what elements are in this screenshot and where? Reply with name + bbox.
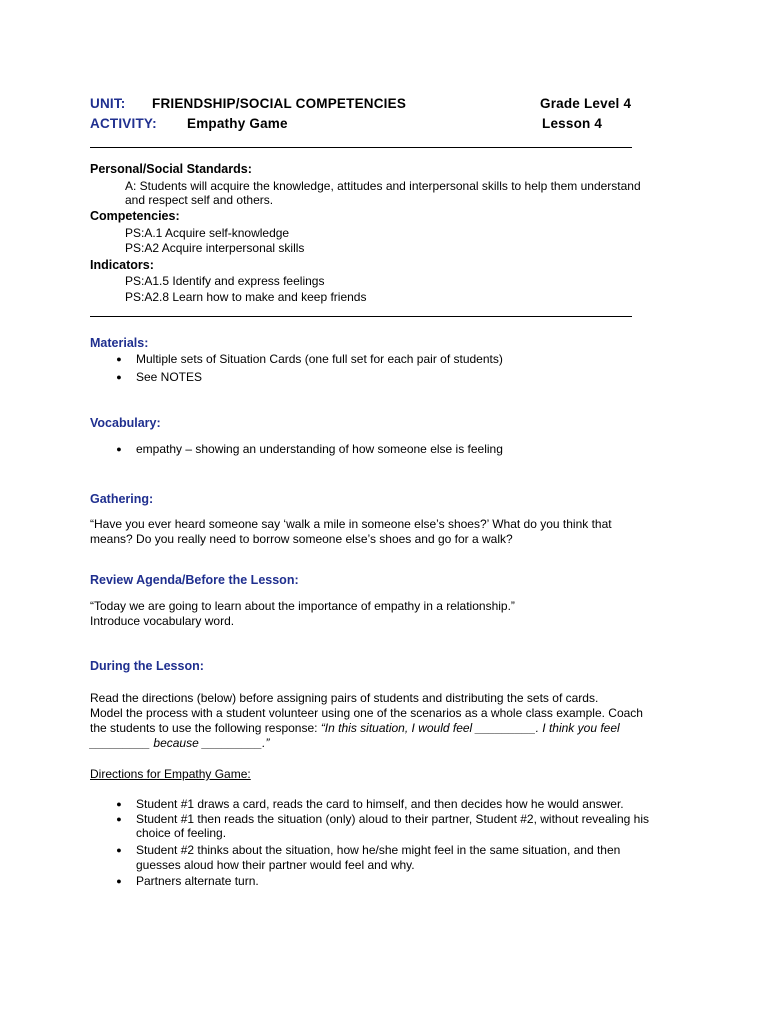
header-divider — [90, 147, 632, 148]
gathering-title: Gathering: — [90, 492, 154, 506]
activity-label: ACTIVITY: — [90, 116, 157, 131]
during-line-1: Read the directions (below) before assigning pairs of students and distributing the sets of cards. — [90, 691, 599, 705]
indicators-title: Indicators: — [90, 258, 154, 272]
bullet-icon: ● — [116, 372, 122, 382]
during-line-4: _________ because _________.” — [90, 736, 270, 750]
review-line-1: “Today we are going to learn about the importance of empathy in a relationship.” — [90, 599, 515, 613]
standards-line-2: and respect self and others. — [125, 193, 274, 207]
directions-title: Directions for Empathy Game: — [90, 767, 251, 781]
during-line-3: the students to use the following response: “In this situation, I would feel _________. I think you feel — [90, 721, 620, 735]
activity-value: Empathy Game — [187, 116, 288, 131]
bullet-icon: ● — [116, 799, 122, 809]
bullet-icon: ● — [116, 814, 122, 824]
gathering-line-1: “Have you ever heard someone say ‘walk a mile in someone else’s shoes?’ What do you think that — [90, 517, 612, 531]
unit-value: FRIENDSHIP/SOCIAL COMPETENCIES — [152, 96, 407, 111]
during-line-2: Model the process with a student volunteer using one of the scenarios as a whole class example. Coach — [90, 706, 643, 720]
competency-item: PS:A.1 Acquire self-knowledge — [125, 226, 290, 240]
bullet-icon: ● — [116, 876, 122, 886]
bullet-icon: ● — [116, 444, 122, 454]
unit-label: UNIT: — [90, 96, 126, 111]
document-page: UNIT: FRIENDSHIP/SOCIAL COMPETENCIES Grade Level 4 ACTIVITY: Empathy Game Lesson 4 Personal/Social Standards: A: Students will acquire the knowledge, attitudes and interpersonal skills to help them understand and respect self and others. Competencies: PS:A.1 Acquire self-knowledge PS:A2 Acquire interpersonal skills Indicators: PS:A1.5 Identify and express feelings PS:A2.8 Learn how to make and keep friends Materials: ● Multiple sets of Situation Cards (one full set for each pair of students) ● See NOTES Vocabulary: ● empathy – showing an understanding of how someone else is feeling Gathering: “Have you ever heard someone say ‘walk a mile in someone else’s shoes?’ What do you think that means? Do you really need to borrow someone else’s shoes and go for a walk? Review Agenda/Before the Lesson: “Today we are going to learn about the importance of empathy in a relationship.” Introduce vocabulary word. During the Lesson: Read the directions (below) before assigning pairs of students and distributing the sets of cards. Model the process with a student volunteer using one of the scenarios as a whole class example. Coach the students to use the following response: “In this situation, I would feel _________. I think you feel _________ because _________.” Directions for Empathy Game: ● Student #1 draws a card, reads the card to himself, and then decides how he would answer. ● Student #1 then reads the situation (only) aloud to their partner, Student #2, without revealing his choice of feeling. ● Student #2 thinks about the situation, how he/she might feel in the same situation, and then guesses aloud how their partner would feel and why. ● Partners alternate turn. — [90, 96, 649, 888]
vocabulary-title: Vocabulary: — [90, 416, 161, 430]
during-title: During the Lesson: — [90, 659, 204, 673]
standards-title: Personal/Social Standards: — [90, 162, 252, 176]
bullet-icon: ● — [116, 354, 122, 364]
competencies-title: Competencies: — [90, 209, 180, 223]
review-line-2: Introduce vocabulary word. — [90, 614, 235, 628]
materials-title: Materials: — [90, 336, 149, 350]
competency-item: PS:A2 Acquire interpersonal skills — [125, 241, 305, 255]
lesson-number: Lesson 4 — [542, 116, 603, 131]
bullet-icon: ● — [116, 845, 122, 855]
review-title: Review Agenda/Before the Lesson: — [90, 573, 299, 587]
indicator-item: PS:A1.5 Identify and express feelings — [125, 274, 325, 288]
indicator-item: PS:A2.8 Learn how to make and keep friends — [125, 290, 367, 304]
standards-line-1: A: Students will acquire the knowledge, attitudes and interpersonal skills to help them understand — [125, 179, 641, 193]
gathering-line-2: means? Do you really need to borrow someone else’s shoes and go for a walk? — [90, 532, 513, 546]
grade-level: Grade Level 4 — [540, 96, 632, 111]
standards-divider — [90, 316, 632, 317]
